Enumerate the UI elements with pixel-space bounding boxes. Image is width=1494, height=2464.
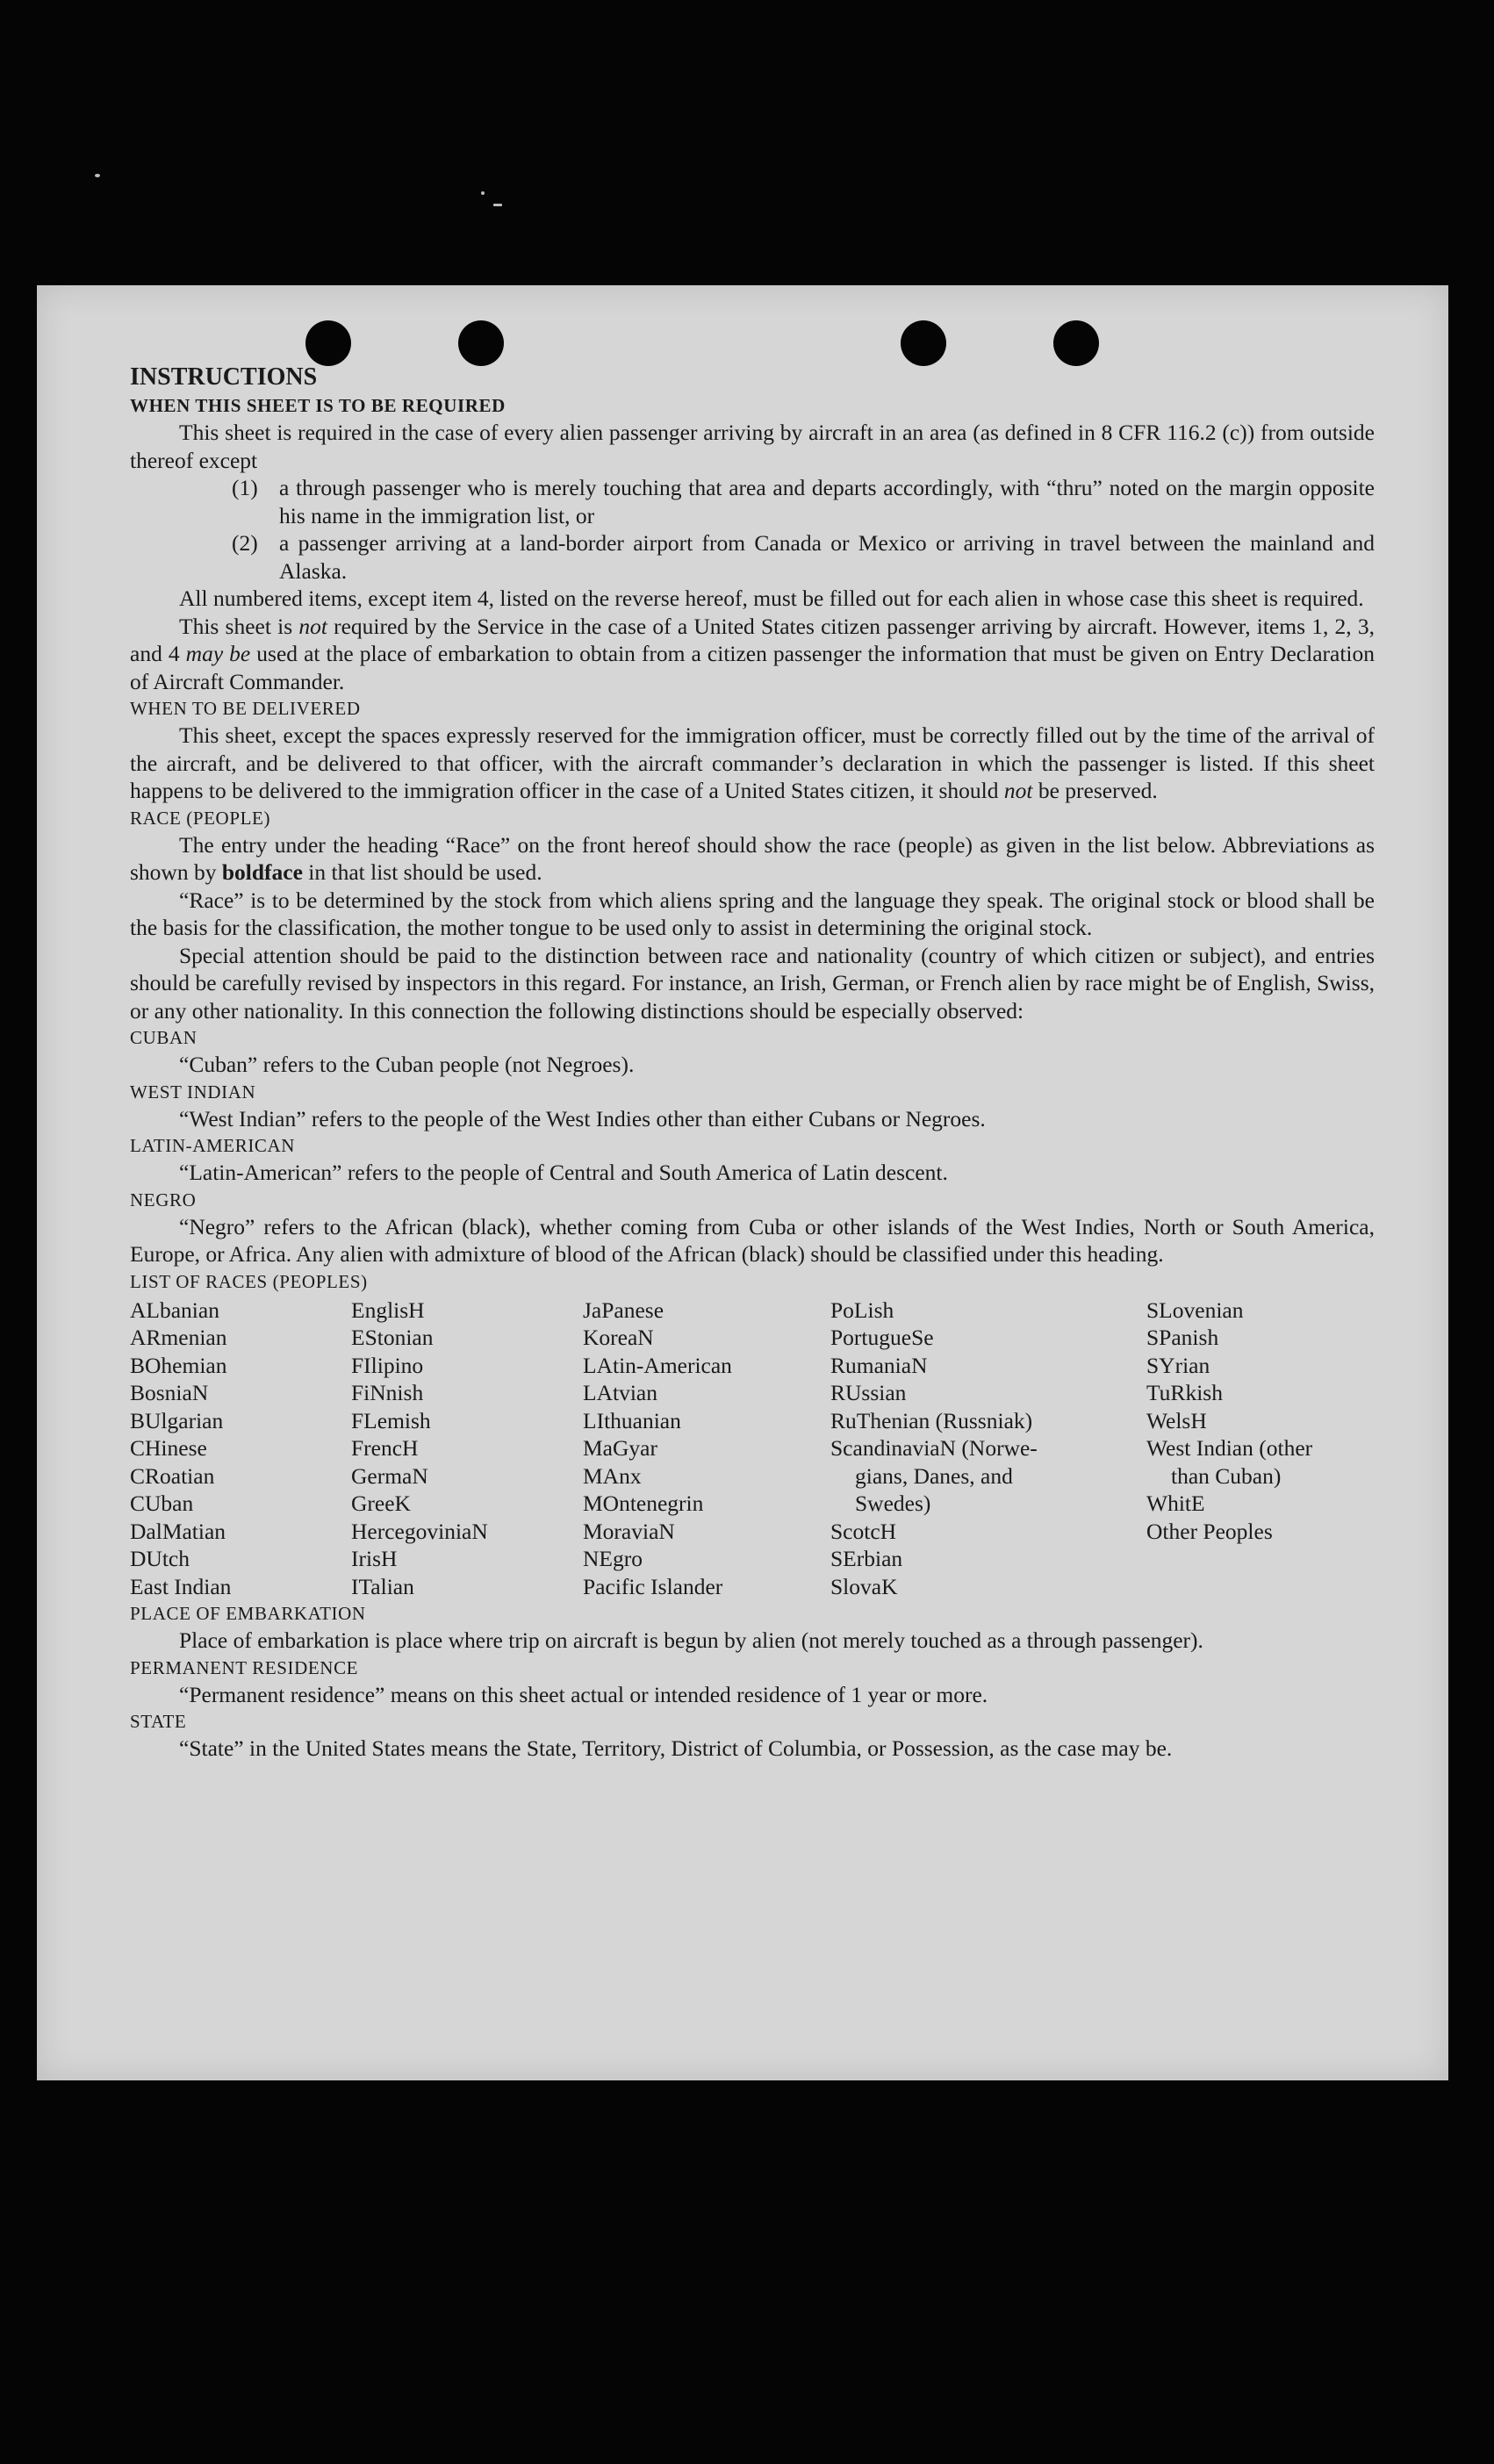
race-entry: MOntenegrin — [583, 1491, 704, 1516]
race-entry: Pacific Islander — [583, 1573, 723, 1599]
race-entry: JaPanese — [583, 1297, 664, 1323]
race-entry: CUban — [130, 1491, 194, 1516]
exception-text: a through passenger who is merely touching that area and departs accordingly, with “thru” noted on the margin opposite his name in the immigration list, or — [279, 475, 1375, 528]
race-entry-continuation: gians, Danes, and — [855, 1462, 1013, 1489]
exception-item — [232, 474, 1375, 529]
para-embarkation: Place of embarkation is place where trip on aircraft is begun by alien (not merely touched as a through passenger). — [179, 1627, 1203, 1653]
race-entry: FrencH — [351, 1435, 419, 1461]
scan-speck — [95, 174, 100, 177]
race-entry: DUtch — [130, 1546, 190, 1571]
race-entry: MAnx — [583, 1462, 642, 1489]
race-entry: LIthuanian — [583, 1407, 681, 1433]
race-entry: SLovenian — [1146, 1297, 1244, 1323]
heading-race: RACE (PEOPLE) — [130, 807, 271, 829]
para-state: “State” in the United States means the State, Territory, District of Columbia, or Possession, as the case may be. — [179, 1735, 1173, 1761]
text-run: required by the Service in the case of a United States citizen passenger arriving by aircraft. However, items 1, 2, 3, and 4 — [130, 613, 1375, 666]
race-entry: ScotcH — [830, 1518, 897, 1544]
bold-run: boldface — [221, 859, 303, 885]
race-entry-continuation: than Cuban) — [1171, 1462, 1282, 1489]
race-entry: FLemish — [351, 1407, 431, 1433]
race-entry: NEgro — [583, 1546, 643, 1571]
race-entry: PoLish — [830, 1297, 894, 1323]
race-entry: RuThenian (Russniak) — [830, 1407, 1033, 1433]
race-entry: ARmenian — [130, 1325, 227, 1350]
exception-number: (2) — [232, 530, 258, 556]
text-run: be preserved. — [1032, 778, 1158, 803]
races-column-2 — [351, 1297, 583, 1601]
race-entry: LAtvian — [583, 1380, 657, 1405]
para-when-required-intro: This sheet is required in the case of every alien passenger arriving by aircraft in an area (as defined in 8 CFR 116.2 (c)) from outside thereof except — [130, 420, 1375, 473]
race-entry: ITalian — [351, 1573, 414, 1599]
race-entry: EnglisH — [351, 1297, 425, 1323]
para-race-2: “Race” is to be determined by the stock from which aliens spring and the language they speak. The original stock or blood shall be the basis for the classification, the mother tongue to be used only to assist in determining the original stock. — [130, 887, 1375, 940]
races-list — [130, 1297, 1375, 1601]
race-entry-continuation: Swedes) — [855, 1491, 931, 1516]
punch-hole — [305, 320, 351, 366]
races-column-1 — [130, 1297, 351, 1601]
races-column-4 — [830, 1297, 1146, 1601]
italic-run: may be — [185, 641, 251, 666]
text-run: used at the place of embarkation to obtain from a citizen passenger the information that must be given on Entry Declaration of Aircraft Commander. — [130, 641, 1375, 694]
race-entry: DalMatian — [130, 1518, 226, 1544]
race-entry: SlovaK — [830, 1573, 898, 1599]
race-entry: GreeK — [351, 1491, 411, 1516]
para-citizen — [130, 613, 1375, 696]
heading-state: STATE — [130, 1711, 187, 1732]
race-entry: HercegoviniaN — [351, 1518, 488, 1544]
scan-speck — [481, 191, 485, 195]
race-entry: BOhemian — [130, 1352, 227, 1378]
race-entry: ScandinaviaN (Norwe- — [830, 1435, 1038, 1461]
race-entry: East Indian — [130, 1573, 232, 1599]
race-entry: PortugueSe — [830, 1325, 934, 1350]
heading-negro: NEGRO — [130, 1189, 197, 1210]
text-run: in that list should be used. — [302, 859, 542, 885]
para-negro: “Negro” refers to the African (black), whether coming from Cuba or other islands of the West Indies, North or South America, Europe, or Africa. Any alien with admixture of blood of the African (black) should be classified under this heading. — [130, 1213, 1375, 1267]
heading-embarkation: PLACE OF EMBARKATION — [130, 1603, 366, 1624]
race-entry: WhitE — [1146, 1491, 1205, 1516]
heading-latin-american: LATIN-AMERICAN — [130, 1135, 296, 1156]
para-race-1 — [130, 831, 1375, 887]
race-entry: BosniaN — [130, 1380, 209, 1405]
race-entry: West Indian (other — [1146, 1435, 1313, 1461]
race-entry: KoreaN — [583, 1325, 654, 1350]
para-cuban: “Cuban” refers to the Cuban people (not Negroes). — [179, 1052, 635, 1077]
punch-hole — [1053, 320, 1099, 366]
italic-run: not — [1003, 778, 1033, 803]
races-column-5 — [1146, 1297, 1366, 1601]
page-title: INSTRUCTIONS — [130, 363, 318, 391]
heading-when-delivered: WHEN TO BE DELIVERED — [130, 698, 361, 719]
exception-text: a passenger arriving at a land-border airport from Canada or Mexico or arriving in travel between the mainland and Alaska. — [279, 530, 1375, 584]
race-entry: RUssian — [830, 1380, 907, 1405]
race-entry: WelsH — [1146, 1407, 1207, 1433]
race-entry: IrisH — [351, 1546, 398, 1571]
para-when-delivered — [130, 722, 1375, 805]
heading-west-indian: WEST INDIAN — [130, 1081, 256, 1103]
race-entry: FiNnish — [351, 1380, 424, 1405]
text-run: The entry under the heading “Race” on the front hereof should show the race (people) as given in the list below. Abbreviations as shown by — [130, 831, 1375, 885]
text-run: This sheet, except the spaces expressly reserved for the immigration officer, must be correctly filled out by the time of the arrival of the aircraft, and be delivered to that officer, with the aircraft commander’s declaration in which the passenger is listed. If this sheet happens to be delivered to the immigration officer in the case of a United States citizen, it should — [130, 722, 1375, 803]
race-entry: SYrian — [1146, 1352, 1210, 1378]
race-entry: Other Peoples — [1146, 1518, 1273, 1544]
para-race-3: Special attention should be paid to the distinction between race and nationality (country of which citizen or subject), and entries should be carefully revised by inspectors in this regard. For instance, an Irish, German, or French alien by race might be of English, Swiss, or any other nationality. In this connection the following distinctions should be especially observed: — [130, 942, 1375, 1024]
italic-run: not — [298, 613, 327, 639]
punch-hole — [458, 320, 504, 366]
races-column-3 — [583, 1297, 830, 1601]
instruction-sheet — [37, 285, 1448, 2080]
race-entry: BUlgarian — [130, 1407, 224, 1433]
race-entry: CHinese — [130, 1435, 207, 1461]
race-entry: MaGyar — [583, 1435, 657, 1461]
race-entry: LAtin-American — [583, 1352, 732, 1378]
race-entry: SErbian — [830, 1546, 903, 1571]
heading-residence: PERMANENT RESIDENCE — [130, 1656, 359, 1678]
race-entry: GermaN — [351, 1462, 428, 1489]
exception-item — [232, 529, 1375, 585]
race-entry: ALbanian — [130, 1297, 219, 1323]
race-entry: SPanish — [1146, 1325, 1219, 1350]
instructions-content — [130, 363, 1375, 1763]
race-entry: EStonian — [351, 1325, 434, 1350]
text-run: This sheet is — [179, 613, 299, 639]
para-west-indian: “West Indian” refers to the people of the West Indies other than either Cubans or Negroes. — [179, 1105, 986, 1131]
race-entry: TuRkish — [1146, 1380, 1223, 1405]
race-entry: MoraviaN — [583, 1518, 675, 1544]
race-entry: RumaniaN — [830, 1352, 928, 1378]
heading-cuban: CUBAN — [130, 1027, 198, 1048]
heading-list-of-races: LIST OF RACES (PEOPLES) — [130, 1270, 368, 1292]
exception-number: (1) — [232, 475, 258, 500]
race-entry: FIlipino — [351, 1352, 424, 1378]
scan-speck — [493, 204, 502, 206]
para-latin-american: “Latin-American” refers to the people of Central and South America of Latin descent. — [179, 1160, 948, 1185]
para-residence: “Permanent residence” means on this sheet actual or intended residence of 1 year or more. — [179, 1681, 988, 1707]
heading-when-required: WHEN THIS SHEET IS TO BE REQUIRED — [130, 395, 506, 416]
race-entry: CRoatian — [130, 1462, 215, 1489]
para-numbered-items: All numbered items, except item 4, listed on the reverse hereof, must be filled out for each alien in whose case this sheet is required. — [179, 585, 1364, 611]
punch-hole — [901, 320, 946, 366]
